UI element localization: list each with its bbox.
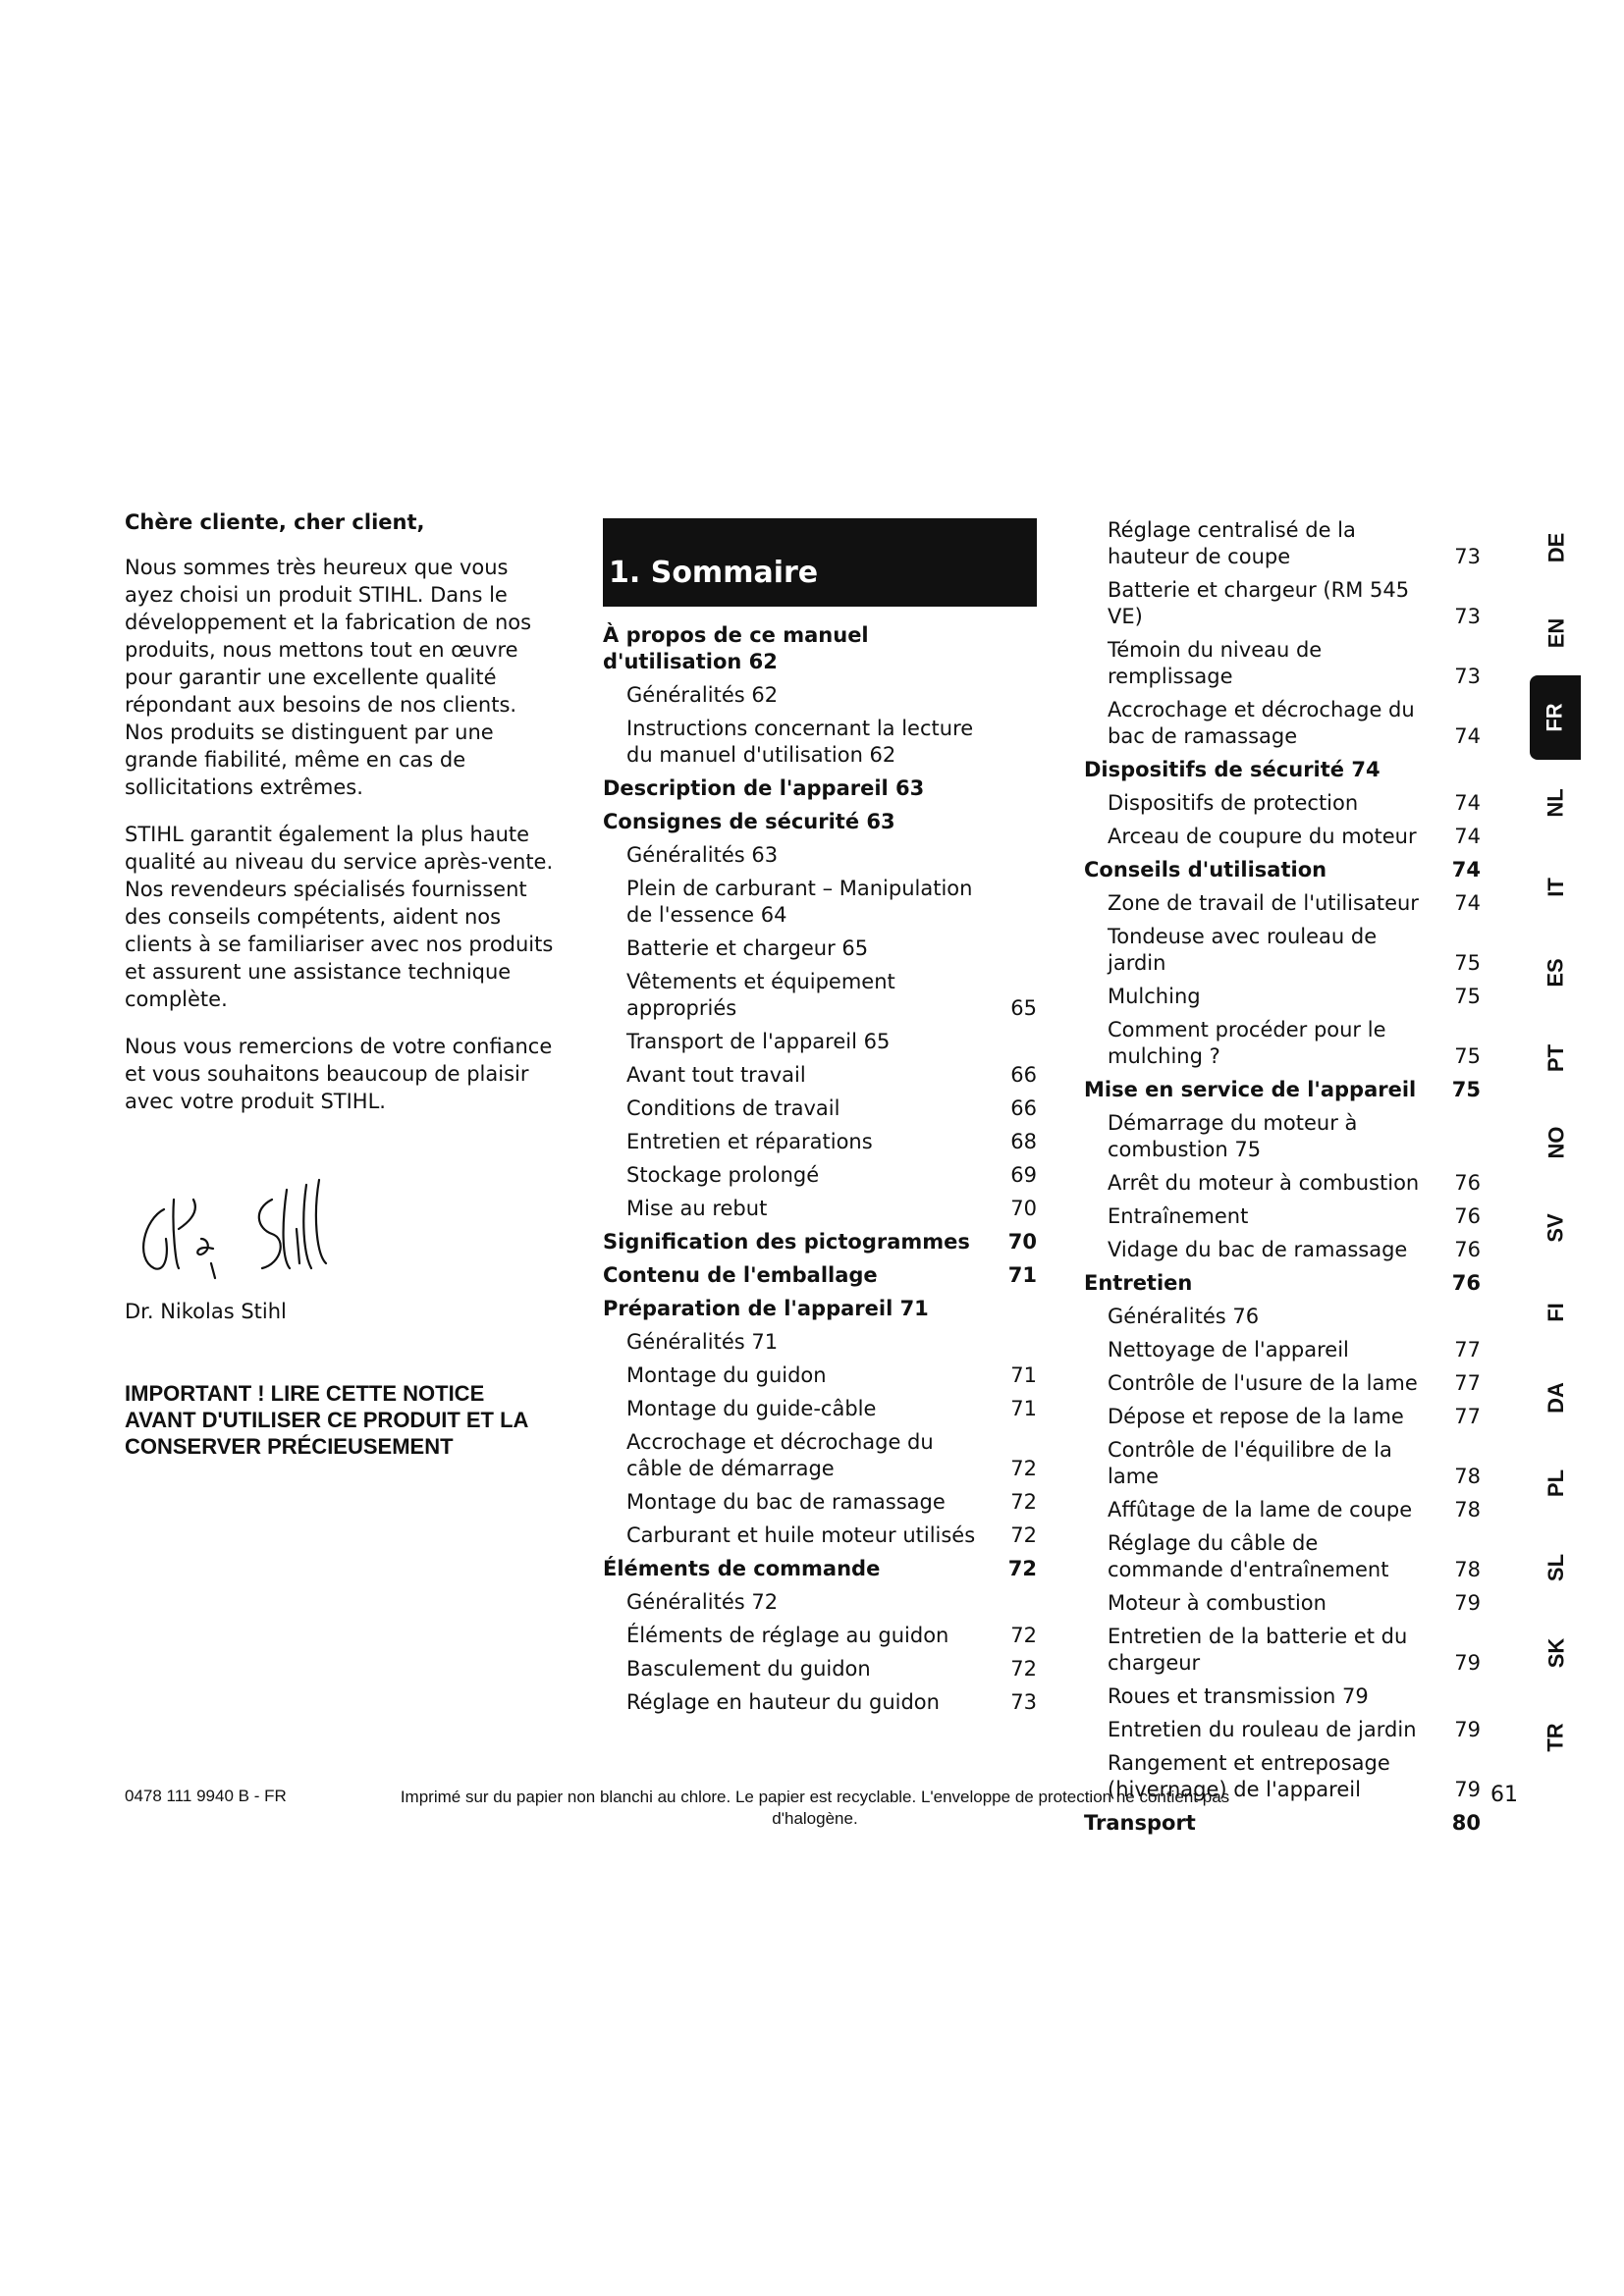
language-tab-label: IT	[1543, 878, 1568, 898]
toc-page-number: 79	[1454, 1651, 1481, 1675]
toc-entry-title: Vidage du bac de ramassage	[1108, 1238, 1408, 1261]
toc-page-number: 76	[1454, 1204, 1481, 1228]
toc-subentry	[1084, 577, 1481, 630]
toc-subentry	[603, 876, 1037, 929]
language-tab-label: SL	[1543, 1554, 1568, 1582]
toc-page-number: 75	[1454, 951, 1481, 975]
toc-section-entry	[1084, 757, 1481, 783]
toc-entry-title: Entretien et réparations	[626, 1130, 873, 1153]
toc-entry-title: Préparation de l'appareil 71	[603, 1297, 929, 1320]
letter-paragraph: Nous sommes très heureux que vous ayez choisi un produit STIHL. Dans le développement et la fabrication de nos produits, nous mettons tout en œuvre pour garantir une excellente qualité répondant aux besoins de nos clients. Nos produits se distinguent par une grande fiabilité, même en cas de sollicitations extrêmes.	[125, 556, 532, 799]
document-code: 0478 111 9940 B - FR	[125, 1787, 287, 1805]
toc-entry-title: Roues et transmission 79	[1108, 1684, 1369, 1708]
language-tab-label: SV	[1543, 1213, 1568, 1243]
toc-subentry	[1084, 1017, 1481, 1070]
toc-subentry	[603, 1129, 1037, 1155]
toc-column	[603, 622, 1037, 1723]
toc-page-number: 77	[1454, 1405, 1481, 1428]
toc-entry-title: Affûtage de la lame de coupe	[1108, 1498, 1413, 1522]
toc-subentry	[603, 1589, 1037, 1616]
toc-entry-title: Signification des pictogrammes	[603, 1230, 970, 1254]
toc-page-number: 74	[1454, 891, 1481, 915]
language-tab-da[interactable]	[1532, 1356, 1581, 1440]
language-tab-pt[interactable]	[1532, 1016, 1581, 1100]
language-tab-en[interactable]	[1532, 591, 1581, 675]
toc-subentry	[1084, 824, 1481, 850]
toc-entry-title: Généralités 72	[626, 1590, 779, 1614]
toc-entry-title: Accrochage et décrochage du câble de démarrage	[626, 1430, 934, 1480]
language-tab-label: DA	[1543, 1382, 1568, 1414]
toc-page-number: 79	[1454, 1778, 1481, 1801]
letter-greeting: Chère cliente, cher client,	[125, 510, 425, 534]
signature-name: Dr. Nikolas Stihl	[125, 1300, 287, 1323]
toc-entry-title: Batterie et chargeur 65	[626, 936, 869, 960]
toc-section-entry	[1084, 1270, 1481, 1297]
toc-entry-title: Nettoyage de l'appareil	[1108, 1338, 1349, 1362]
toc-page-number: 74	[1454, 724, 1481, 748]
toc-section-entry	[603, 1229, 1037, 1255]
toc-subentry	[1084, 790, 1481, 817]
language-tab-label: PT	[1543, 1043, 1568, 1072]
toc-entry-title: Entretien	[1084, 1271, 1193, 1295]
toc-page-number: 74	[1454, 791, 1481, 815]
toc-subentry	[603, 1162, 1037, 1189]
toc-page-number: 69	[1010, 1163, 1037, 1187]
toc-page-number: 66	[1010, 1096, 1037, 1120]
toc-subentry	[603, 1329, 1037, 1356]
important-notice: IMPORTANT ! LIRE CETTE NOTICE AVANT D'UTILISER CE PRODUIT ET LA CONSERVER PRÉCIEUSEMENT	[125, 1381, 528, 1459]
toc-subentry	[1084, 1237, 1481, 1263]
language-tab-label: FI	[1543, 1303, 1568, 1323]
toc-entry-title: Généralités 62	[626, 683, 779, 707]
toc-subentry	[1084, 1203, 1481, 1230]
toc-subentry	[1084, 1110, 1481, 1163]
toc-page-number: 78	[1454, 1498, 1481, 1522]
toc-page-number: 73	[1454, 545, 1481, 568]
toc-section-entry	[1084, 857, 1481, 883]
letter-paragraph: STIHL garantit également la plus haute qualité au niveau du service après-vente. Nos revendeurs spécialisés fournissent des conseils compétents, aident nos clients à se familiariser avec nos produits et assurent une assistance technique complète.	[125, 823, 554, 1011]
toc-entry-title: Arrêt du moteur à combustion	[1108, 1171, 1420, 1195]
toc-page-number: 72	[1010, 1523, 1037, 1547]
toc-entry-title: Contrôle de l'équilibre de la lame	[1108, 1438, 1392, 1488]
toc-entry-title: Conditions de travail	[626, 1096, 840, 1120]
toc-entry-title: Entretien de la batterie et du chargeur	[1108, 1625, 1408, 1675]
toc-entry-title: Transport	[1084, 1811, 1196, 1835]
toc-subentry	[1084, 1497, 1481, 1523]
language-tab-label: ES	[1543, 958, 1568, 988]
toc-heading: 1. Sommaire	[603, 518, 1037, 607]
footer-note: Imprimé sur du papier non blanchi au chlore. Le papier est recyclable. L'enveloppe de protection ne contient pas d'halogène.	[400, 1788, 1230, 1828]
toc-entry-title: Instructions concernant la lecture du manuel d'utilisation 62	[626, 717, 974, 767]
toc-entry-title: Éléments de commande	[603, 1557, 881, 1580]
toc-subentry	[1084, 1170, 1481, 1197]
toc-entry-title: Réglage en hauteur du guidon	[626, 1690, 940, 1714]
language-tab-sl[interactable]	[1532, 1525, 1581, 1610]
toc-subentry	[603, 935, 1037, 962]
toc-subentry	[1084, 1624, 1481, 1677]
language-tab-label: TR	[1543, 1723, 1568, 1753]
language-tab-sv[interactable]	[1532, 1186, 1581, 1270]
toc-page-number: 72	[1010, 1490, 1037, 1514]
toc-entry-title: Réglage centralisé de la hauteur de coupe	[1108, 518, 1356, 568]
language-tab-label: NO	[1543, 1126, 1568, 1159]
toc-entry-title: Rangement et entreposage (hivernage) de l'appareil	[1108, 1751, 1390, 1801]
toc-page-number: 71	[1007, 1263, 1037, 1287]
toc-entry-title: Description de l'appareil 63	[603, 776, 925, 800]
toc-subentry	[1084, 637, 1481, 690]
letter	[125, 508, 557, 1460]
language-tab-label: FR	[1542, 703, 1567, 732]
toc-subentry	[603, 1623, 1037, 1649]
language-tab-tr[interactable]	[1532, 1695, 1581, 1780]
toc-subentry	[1084, 1337, 1481, 1363]
toc-page-number: 65	[1010, 996, 1037, 1020]
language-tab-it[interactable]	[1532, 845, 1581, 930]
toc-entry-title: Accrochage et décrochage du bac de ramassage	[1108, 698, 1415, 748]
toc-entry-title: Tondeuse avec rouleau de jardin	[1108, 925, 1378, 975]
language-tab-label: SK	[1543, 1637, 1568, 1669]
letter-paragraph: Nous vous remercions de votre confiance et vous souhaitons beaucoup de plaisir avec votre produit STIHL.	[125, 1035, 553, 1113]
toc-subentry	[603, 682, 1037, 709]
toc-subentry	[1084, 924, 1481, 977]
toc-entry-title: Montage du guide-câble	[626, 1397, 877, 1420]
toc-page-number: 74	[1454, 825, 1481, 848]
toc-entry-title: Basculement du guidon	[626, 1657, 871, 1681]
toc-subentry	[1084, 1590, 1481, 1617]
toc-entry-title: Généralités 71	[626, 1330, 779, 1354]
toc-entry-title: Moteur à combustion	[1108, 1591, 1326, 1615]
toc-subentry	[603, 1196, 1037, 1222]
toc-entry-title: Témoin du niveau de remplissage	[1108, 638, 1323, 688]
toc-entry-title: Transport de l'appareil 65	[626, 1030, 891, 1053]
language-tab-label: NL	[1543, 788, 1568, 818]
language-tab-fr[interactable]	[1530, 675, 1581, 760]
toc-entry-title: Batterie et chargeur (RM 545 VE)	[1108, 578, 1410, 628]
toc-entry-title: Réglage du câble de commande d'entraînement	[1108, 1531, 1389, 1581]
toc-subentry	[1084, 1404, 1481, 1430]
toc-subentry	[1084, 1370, 1481, 1397]
toc-page-number: 79	[1454, 1718, 1481, 1741]
language-tab-no[interactable]	[1532, 1100, 1581, 1185]
toc-subentry	[603, 1689, 1037, 1716]
toc-entry-title: Avant tout travail	[626, 1063, 806, 1087]
toc-subentry	[1084, 697, 1481, 750]
toc-subentry	[603, 1489, 1037, 1516]
toc-subentry	[603, 1029, 1037, 1055]
toc-entry-title: Zone de travail de l'utilisateur	[1108, 891, 1419, 915]
toc-subentry	[603, 1656, 1037, 1682]
toc-section-entry	[603, 1262, 1037, 1289]
toc-subentry	[603, 1429, 1037, 1482]
toc-page-number: 70	[1010, 1197, 1037, 1220]
toc-entry-title: Stockage prolongé	[626, 1163, 820, 1187]
toc-page-number: 70	[1007, 1230, 1037, 1254]
toc-subentry	[603, 1062, 1037, 1089]
toc-page-number: 75	[1454, 1044, 1481, 1068]
page-number: 61	[1490, 1783, 1518, 1807]
toc-page-number: 80	[1451, 1811, 1481, 1835]
toc-page-number: 73	[1454, 665, 1481, 688]
toc-subentry	[1084, 1437, 1481, 1490]
toc-subentry	[603, 1095, 1037, 1122]
toc-entry-title: Carburant et huile moteur utilisés	[626, 1523, 976, 1547]
toc-entry-title: Consignes de sécurité 63	[603, 810, 895, 833]
toc-entry-title: Dispositifs de protection	[1108, 791, 1359, 815]
toc-entry-title: Vêtements et équipement appropriés	[626, 970, 895, 1020]
language-tab-es[interactable]	[1532, 931, 1581, 1015]
toc-page-number: 71	[1010, 1397, 1037, 1420]
toc-subentry	[603, 1362, 1037, 1389]
signature	[125, 1170, 351, 1288]
language-tabs	[1532, 506, 1581, 1782]
toc-page-number: 72	[1010, 1657, 1037, 1681]
toc-page-number: 74	[1451, 858, 1481, 881]
toc-subentry	[1084, 1717, 1481, 1743]
toc-page-number: 76	[1451, 1271, 1481, 1295]
toc-page-number: 72	[1007, 1557, 1037, 1580]
toc-entry-title: Montage du bac de ramassage	[626, 1490, 946, 1514]
language-tab-de[interactable]	[1532, 506, 1581, 590]
toc-subentry	[603, 1396, 1037, 1422]
toc-entry-title: Démarrage du moteur à combustion 75	[1108, 1111, 1358, 1161]
toc-entry-title: Mulching	[1108, 985, 1201, 1008]
toc-entry-title: Arceau de coupure du moteur	[1108, 825, 1417, 848]
language-tab-nl[interactable]	[1532, 761, 1581, 845]
toc-subentry	[603, 969, 1037, 1022]
toc-subentry	[603, 842, 1037, 869]
toc-entry-title: Dispositifs de sécurité 74	[1084, 758, 1380, 781]
toc-entry-title: Entretien du rouleau de jardin	[1108, 1718, 1417, 1741]
toc-column	[1084, 517, 1481, 1843]
language-tab-label: DE	[1543, 532, 1568, 563]
language-tab-label: PL	[1543, 1468, 1568, 1497]
toc-section-entry	[1084, 1077, 1481, 1103]
toc-entry-title: À propos de ce manuel d'utilisation 62	[603, 623, 869, 673]
toc-entry-title: Mise au rebut	[626, 1197, 768, 1220]
language-tab-label: EN	[1543, 617, 1568, 648]
toc-page-number: 66	[1010, 1063, 1037, 1087]
toc-page-number: 72	[1010, 1457, 1037, 1480]
toc-entry-title: Conseils d'utilisation	[1084, 858, 1327, 881]
toc-entry-title: Contrôle de l'usure de la lame	[1108, 1371, 1418, 1395]
toc-subentry	[1084, 984, 1481, 1010]
toc-subentry	[603, 1522, 1037, 1549]
toc-page-number: 78	[1454, 1465, 1481, 1488]
toc-entry-title: Généralités 76	[1108, 1305, 1260, 1328]
toc-page-number: 75	[1451, 1078, 1481, 1101]
toc-page-number: 72	[1010, 1624, 1037, 1647]
toc-section-entry	[603, 809, 1037, 835]
toc-subentry	[1084, 1304, 1481, 1330]
toc-page-number: 73	[1010, 1690, 1037, 1714]
toc-page-number: 73	[1454, 605, 1481, 628]
toc-subentry	[1084, 517, 1481, 570]
toc-page-number: 71	[1010, 1363, 1037, 1387]
toc-page-number: 76	[1454, 1171, 1481, 1195]
language-tab-sk[interactable]	[1532, 1611, 1581, 1695]
toc-subentry	[1084, 890, 1481, 917]
toc-page-number: 79	[1454, 1591, 1481, 1615]
toc-page-number: 76	[1454, 1238, 1481, 1261]
language-tab-fi[interactable]	[1532, 1270, 1581, 1355]
toc-section-entry	[603, 622, 1037, 675]
toc-section-entry	[603, 1556, 1037, 1582]
toc-section-entry	[603, 1296, 1037, 1322]
toc-entry-title: Comment procéder pour le mulching ?	[1108, 1018, 1386, 1068]
toc-entry-title: Généralités 63	[626, 843, 779, 867]
toc-page-number: 78	[1454, 1558, 1481, 1581]
toc-page-number: 77	[1454, 1371, 1481, 1395]
toc-entry-title: Plein de carburant – Manipulation de l'essence 64	[626, 877, 973, 927]
toc-entry-title: Mise en service de l'appareil	[1084, 1078, 1417, 1101]
toc-page-number: 68	[1010, 1130, 1037, 1153]
toc-entry-title: Contenu de l'emballage	[603, 1263, 878, 1287]
toc-subentry	[1084, 1683, 1481, 1710]
toc-subentry	[603, 716, 1037, 769]
toc-entry-title: Entraînement	[1108, 1204, 1249, 1228]
toc-entry-title: Dépose et repose de la lame	[1108, 1405, 1404, 1428]
toc-page-number: 75	[1454, 985, 1481, 1008]
toc-page-number: 77	[1454, 1338, 1481, 1362]
toc-entry-title: Éléments de réglage au guidon	[626, 1624, 949, 1647]
toc-section-entry	[603, 775, 1037, 802]
toc-entry-title: Montage du guidon	[626, 1363, 827, 1387]
toc-subentry	[1084, 1530, 1481, 1583]
language-tab-pl[interactable]	[1532, 1441, 1581, 1525]
